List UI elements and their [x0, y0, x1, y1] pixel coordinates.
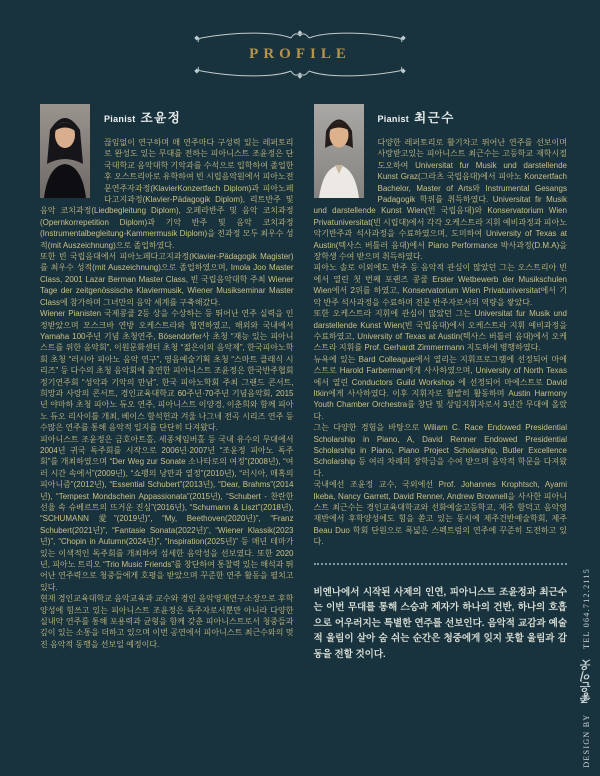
pianist-name: 최근수: [414, 111, 455, 125]
bio-paragraph: Wiener Pianisten 국제콩쿨 2등 상을 수상하는 등 뛰어난 연주 실력을 인정받았으며 모스크바 연방 오케스트라와 협연하였고, 해외와 국내에서 Yamaha 100주년 기념 초청연주, Bösendorfer사 초청 “재능 있는 피아니스트를 위한 음악회”, 이원문화센터 초청 “젊은이의 음악제”, 한국피아노학회 초청 “러시아 피아노 음악 연구”, 영음예술기획 초청 “스마트 클래식 시리즈” 등 다수의 초청 음악회에 출연한 피아니스트 조윤정은 한국반주협회 정기연주회 “성악과 기악의 만남”, 한국 피아노학회 주최 그랜드 콘서트, 희망과 사랑의 콘서트, 경인교육대학교 60주년·70주년 기념음악회, 2015년 야마하 초청 피아노 듀오 연주, 피아니스트 이양경, 이춘희와 함께 피아노 듀오 리사이틀 개최, 베이스 함석헌과 겨울 나그네 전곡 시리즈 연주 등 수많은 연주를 통해 음악적 입지를 단단히 다져왔다.: [40, 309, 294, 433]
bio-paragraph: 끊임없이 연구하며 매 연주마다 구성력 있는 레퍼토리로 완성도 있는 무대를 전하는 피아니스트 조윤정은 단국대학교 음악대학 기악과를 수석으로 입학하여 졸업한 후 오스트리아로 유학하여 빈 시립음악원에서 피아노전문연주자과정(KlavierKonzertfach Diplom)과 피아노페다고지과정(Klavier-Pädagogik Diplom), 리트반주 및 음악 코치과정(Liedbegleitung Diplom), 오페라반주 및 음악 코치과정(Opernkorrepetition Diplom)과 기악 반주 및 음악 코치과정(Instrumentalbegleitung-Kammermusik Diplom)을 전과정 모두 최우수 성적(mit Auszeichnung)으로 졸업하였다.: [40, 138, 294, 250]
design-credit-prefix: DESIGN BY: [582, 713, 591, 768]
dotted-divider: [314, 563, 568, 565]
masthead: [0, 0, 600, 79]
design-credit-tel: TEL 064.712.2115: [582, 568, 591, 650]
bio-paragraph: 또한 오케스트라 지휘에 관심이 많았던 그는 Universitat fur Musik und darstellende Kunst Wien(빈 국립음대)에서 오케스트라 지휘 예비과정을 수료하였고, University of Texas at Austin(텍사스 버틀러 음대)에서 오케스트라 지휘를 Prof. Gerhardt Zimmermann 지도하에 병행하였다.: [313, 309, 567, 353]
bio-paragraph: 현재 경인교육대학교 음악교육과 교수와 경인 음악영재연구소장으로 후학 양성에 힘쓰고 있는 피아니스트 조윤정은 독주자로서뿐만 아니라 다양한 실내악 연주를 통해 포용력과 균형을 함께 갖춘 피아니스트로서 청중들과 깊이 있는 소통을 더하고 있으며 이번 공연에서 피아니스트 최근수와의 멋진 음악적 동행을 선보일 예정이다.: [40, 594, 294, 649]
profile-column-jo-yunjeong: [40, 101, 294, 662]
bio-paragraph: 피아노 솔로 이외에도 반주 등 음악적 관심이 많았던 그는 오스트리아 빈에서 열린 첫 번째 포랜즈 콩쿨 Erster Wetbewerb der Musikschulen Wien에서 2위를 하였고, Konservatorium Wien Privatuniversitat에서 기악 반주 석사과정을 수료하며 전문 반주자로서의 역량을 쌓았다.: [313, 263, 567, 307]
bio-paragraph: 피아니스트 조윤정은 금호아트홀, 세종체임버홀 등 국내 유수의 무대에서 2004년 귀국 독주회를 시작으로 2006년·2007년 “조윤정 피아노 독주회”를 개최하였으며 “Der Weg zur Sonate 소나타로의 여정”(2008년), “여러 시간 속에서”(2009년), “쇼팽의 낭만과 열정”(2010년), “러시아, 매혹의 피아니즘”(2012년), “Essential Schubert”(2013년), “Dear, Brahms”(2014년), “Tempest Mondschein Appassionata”(2015년), “Schubert - 찬란한 선율 속 슈베르트의 뜨거운 진심”(2016년), “Schumann & Liszt”(2018년), “SCHUMANN 愛”(2019년)”, “My, Beethoven(2020년)”, “Franz Schubert(2021년)”, “Fantasie Sonata(2022년)”, “Wiener Klassik(2023년)”, “Chopin in Autumn(2024년)”, “Inspiration(2025년)” 등 매년 테마가 있는 이색적인 독주회를 개최하여 섬세한 음악성을 선보였다. 또한 2020년, 피아노 트리오 “Trio Music Friends”를 창단하여 통찰력 있는 해석과 뛰어난 연주력으로 청중들에게 호평을 받았으며 꾸준한 연주 활동을 펼치고 있다.: [40, 434, 294, 592]
profile-column-choi-geunsu: [314, 101, 568, 662]
bio-columns: [0, 79, 600, 662]
pianist-photo-choi-geunsu: [314, 104, 364, 198]
design-credit: [579, 568, 595, 768]
flourish-divider-bottom-icon: [194, 66, 406, 79]
pianist-photo-jo-yunjeong: [40, 104, 90, 198]
bio-paragraph: 뉴욕에 있는 Bard Colleague에서 열리는 지휘프로그램에 선정되어 마에스트로 Harold Farberman에게 사사하였으며, University of North Texas에서 열린 Conductors Guild Workshop 에 선정되어 마에스트로 David Itkin에게 사사하였다. 이후 지휘자로 활발히 활동하며 Austin Harmony Youth Chamber Orchestra를 창단 및 상임지휘자로서 3년간 무대에 올랐다.: [313, 354, 567, 421]
pianist-role-label: Pianist: [377, 114, 410, 124]
bio-paragraph: 그는 다양한 경험을 바탕으로 Wiliam C. Race Endowed Presidential Scholarship in Piano, A, David Renner Endowed Presidential Scholarship in Piano, Piano Project Scholarship, Butler Excellence Scholarship 등 여러 차례의 장학금을 수여 받으며 음악적 학문을 다져왔다.: [313, 423, 567, 478]
design-credit-logo: 좋은이웃: [581, 659, 593, 704]
bio-paragraph: 국내에선 조윤정 교수, 국외에선 Prof. Johannes Krophtsch, Ayami Ikeba, Nancy Garrett, David Renner, Andrew Brownell을 사사한 피아니스트 최근수는 경인교육대학교와 선화예술고등학교, 제주 함덕고 음악영재반에서 후학양성에도 힘을 쏟고 있는 동시에 제주건반예술학회, 제주 Beau Duo 학회 단원으로 폭넓은 스펙트럼의 연주에 꾸준히 도전하고 있다.: [313, 480, 567, 547]
page-title: PROFILE: [249, 46, 351, 62]
pianist-role-label: Pianist: [104, 114, 136, 124]
closing-paragraph: 비엔나에서 시작된 사제의 인연, 피아니스트 조윤정과 최근수는 이번 무대를 통해 스승과 제자가 하나의 건반, 하나의 호흡으로 어우러지는 특별한 연주를 선보인다. 음악적 교감과 예술적 울림이 살아 숨 쉬는 순간은 청중에게 잊지 못할 울림과 감동을 전할 것이다.: [313, 586, 567, 660]
pianist-name: 조윤정: [140, 111, 182, 125]
bio-paragraph: 다양한 레퍼토리로 활기차고 뛰어난 연주를 선보이며 사랑받고있는 피아니스트 최근수는 고등학교 재학시절 도오하여 Universitat fur Musik und darstellende Kunst Graz(그라츠 국립음대)에서 피아노 Konzertfach Bachelor, Master of Arts와 Instrumental Gesangs Padagogik 학위를 취득하였다. Universitat fir Musik und darstellende Kunst Wien(빈 국립음대)와 Konservatorium Wien Privatuniversitat(빈 시립대)에서 각각 오케스트라 지휘 예비과정과 피아노 악기반주과 석사과정을 수료하였으며, 도미하여 University of Texas at Austin(텍사스 버틀러 음대)에서 Piano Performance 박사과정(D.M.A)을 장학생 수여 받으며 취득하였다.: [313, 138, 567, 262]
flourish-divider-top-icon: [194, 30, 406, 43]
bio-paragraph: 또한 빈 국립음대에서 피아노페다고지과정(Klavier-Pädagogik Magister)를 최우수 성적(mit Auszeichnung)으로 졸업하였으며, Imola Joo Master Class, 2001 Lazar Berman Master Class, 빈 국립음악대학 주최 Wiener Tage der zeitgenössische Klaviermusik, Wiener Musikseminar Master Class에 참가하며 그녀만의 음악 세계를 구축해갔다.: [40, 252, 294, 307]
